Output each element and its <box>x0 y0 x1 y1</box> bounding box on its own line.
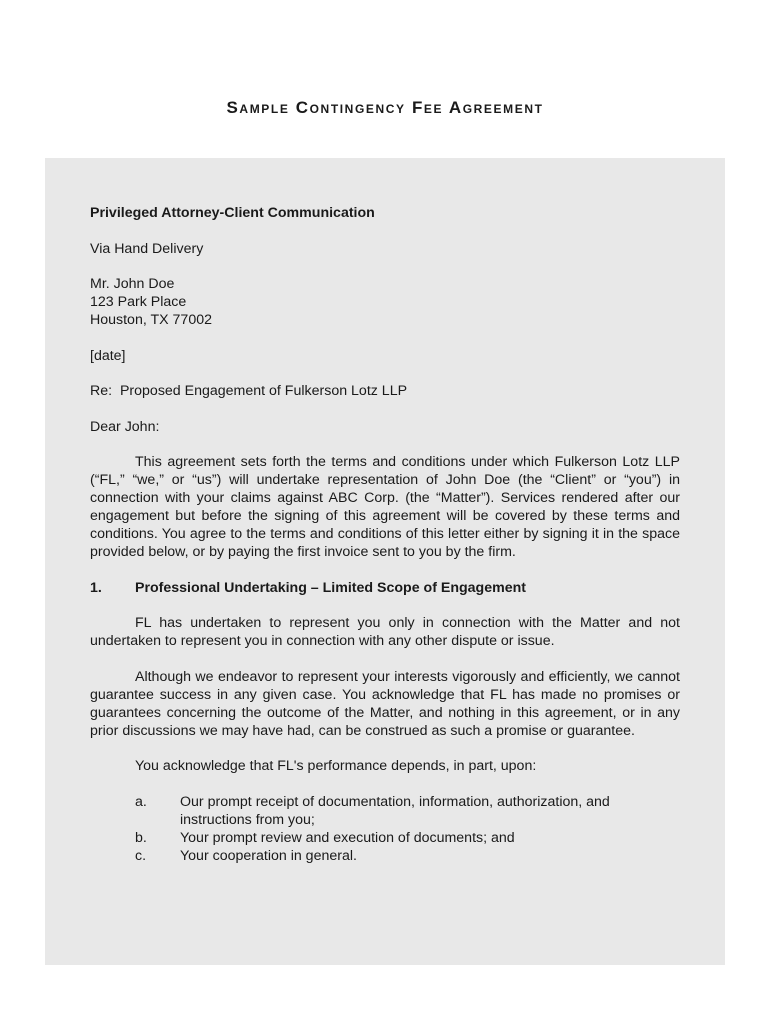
privileged-heading: Privileged Attorney-Client Communication <box>90 205 375 221</box>
list-item-text: Your cooperation in general. <box>180 847 357 864</box>
section-1-paragraph-3: You acknowledge that FL's performance depends, in part, upon: <box>135 758 537 774</box>
letter-body <box>90 204 680 865</box>
recipient-street: 123 Park Place <box>90 294 187 310</box>
list-item <box>90 829 680 847</box>
performance-list <box>90 793 680 865</box>
recipient-address <box>90 275 680 329</box>
section-1-heading <box>90 579 680 597</box>
re-line: Re: Proposed Engagement of Fulkerson Lotz LLP <box>90 383 408 399</box>
list-item-letter: b. <box>135 829 147 846</box>
list-item <box>90 793 680 829</box>
section-1-paragraph-1: FL has undertaken to represent you only in connection with the Matter and not undertaken to represent you in connection with any other dispute or issue. <box>90 615 680 649</box>
recipient-city: Houston, TX 77002 <box>90 312 212 328</box>
list-item <box>90 847 680 865</box>
list-item-text: Our prompt receipt of documentation, information, authorization, and instructions from you; <box>180 793 610 828</box>
intro-paragraph: This agreement sets forth the terms and conditions under which Fulkerson Lotz LLP (“FL,” “we,” or “us”) will undertake representation of John Doe (the “Client” or “you”) in connection with your claims against ABC Corp. (the “Matter”). Services rendered after our engagement but before the signing of this agreement will be covered by these terms and conditions. You agree to the terms and conditions of this letter either by signing it in the space provided below, or by paying the first invoice sent to you by the firm. <box>90 454 680 560</box>
section-title: Professional Undertaking – Limited Scope of Engagement <box>135 579 527 596</box>
document-title: Sample Contingency Fee Agreement <box>226 98 544 117</box>
salutation: Dear John: <box>90 418 160 435</box>
section-1-paragraph-2: Although we endeavor to represent your interests vigorously and efficiently, we cannot guarantee success in any given case. You acknowledge that FL has made no promises or guarantees concerning the outcome of the Matter, and nothing in this agreement, or in any prior discussions we may have had, can be construed as such a promise or guarantee. <box>90 668 680 739</box>
section-number: 1. <box>90 579 102 596</box>
list-item-letter: c. <box>135 847 147 864</box>
letter-date: [date] <box>90 347 126 364</box>
delivery-method: Via Hand Delivery <box>90 240 204 257</box>
recipient-name: Mr. John Doe <box>90 276 175 292</box>
list-item-text: Your prompt review and execution of documents; and <box>180 829 515 846</box>
list-item-letter: a. <box>135 793 147 810</box>
